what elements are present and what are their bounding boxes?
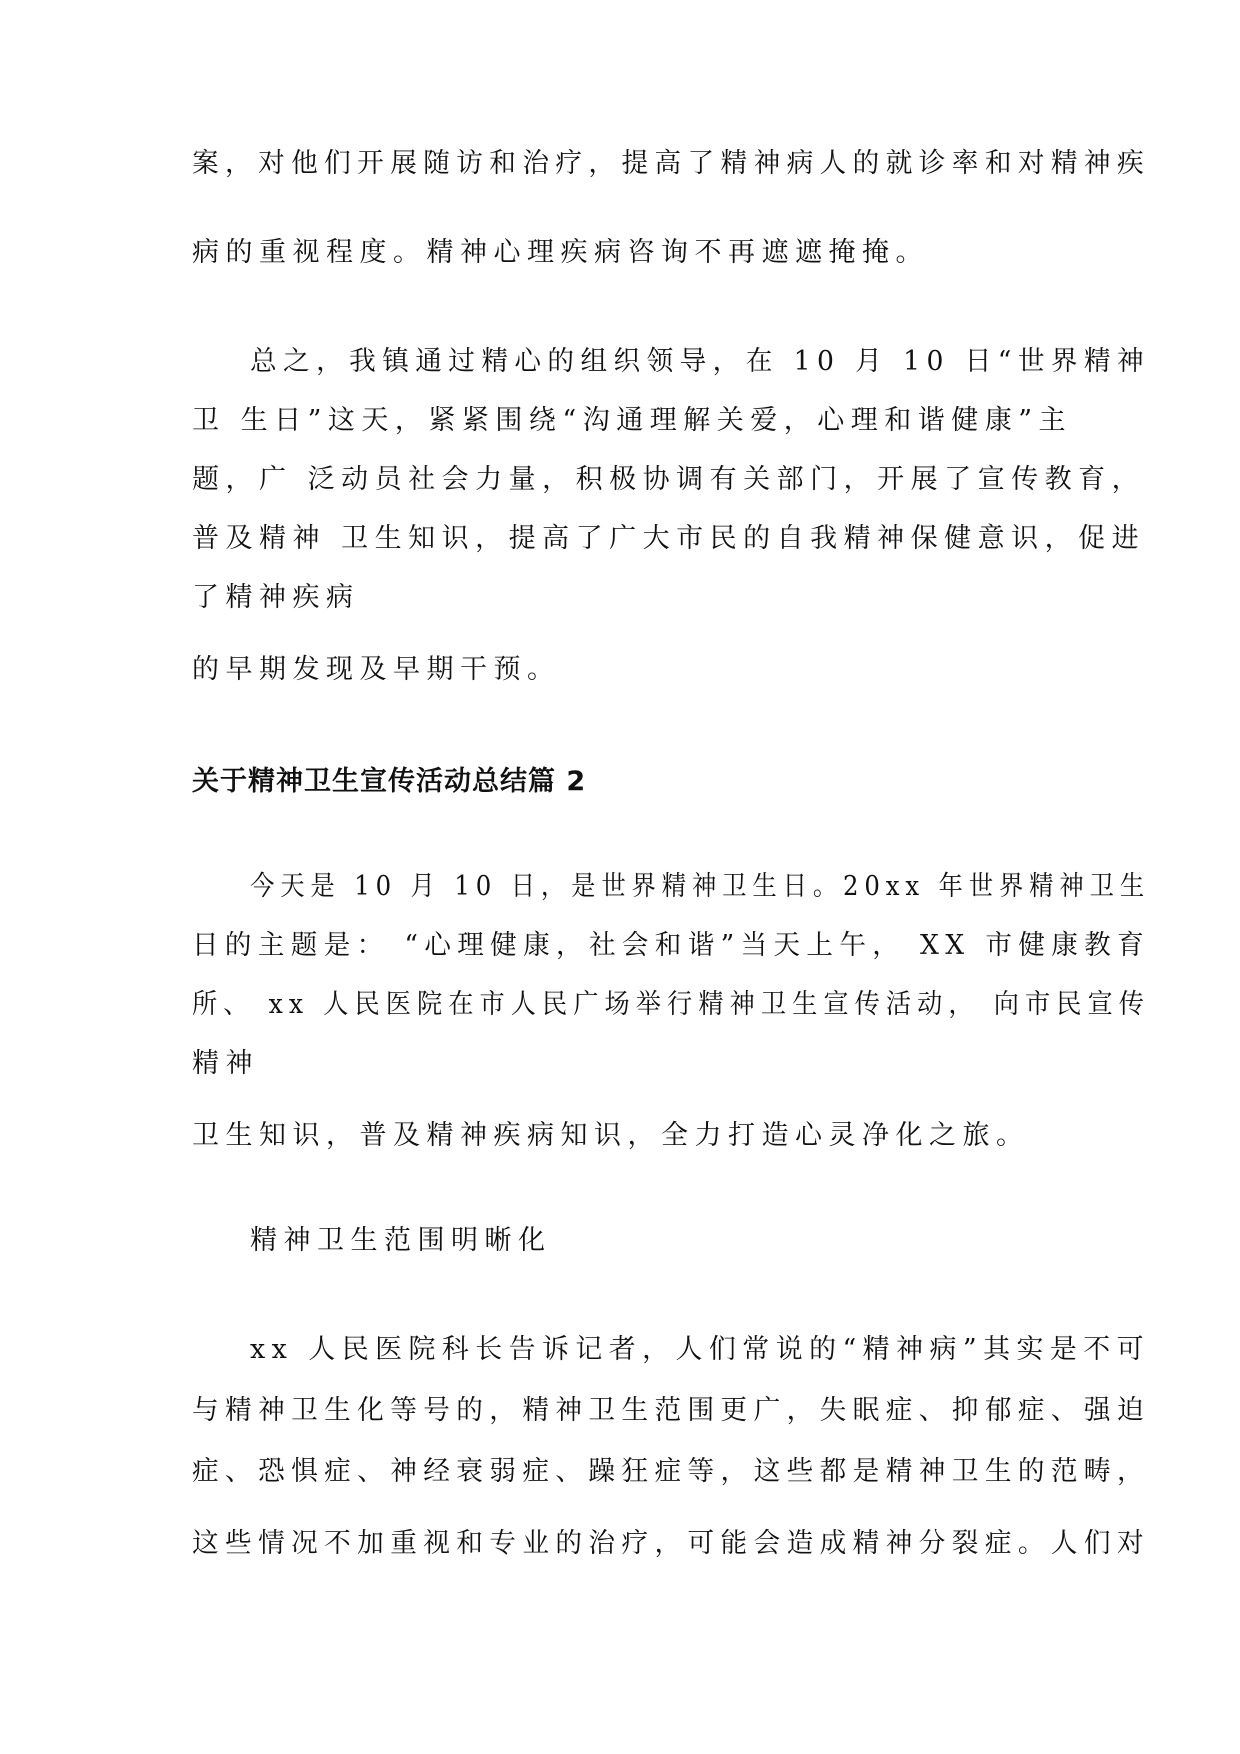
text-line: xx 人民医院科长告诉记者，人们常说的“精神病”其实是不可 <box>250 1334 1150 1365</box>
text-line: 日的主题是： “心理健康，社会和谐”当天上午， XX 市健康教育 <box>192 930 1151 961</box>
text-line: 普及精神 卫生知识，提高了广大市民的自我精神保健意识，促进 <box>192 523 1146 554</box>
text-line: 卫生知识，普及精神疾病知识，全力打造心灵净化之旅。 <box>192 1120 1030 1151</box>
text-line: 题，广 泛动员社会力量，积极协调有关部门，开展了宣传教育， <box>192 464 1146 495</box>
text-line: 病的重视程度。精神心理疾病咨询不再遮遮掩掩。 <box>192 237 929 268</box>
text-line: 的早期发现及早期干预。 <box>192 654 561 685</box>
text-line: 与精神卫生化等号的，精神卫生范围更广，失眠症、抑郁症、强迫 <box>192 1395 1150 1426</box>
text-line: 卫 生日”这天，紧紧围绕“沟通理解关爱，心理和谐健康”主 <box>192 405 1072 436</box>
text-line: 所、 xx 人民医院在市人民广场举行精神卫生宣传活动， 向市民宣传 <box>192 989 1151 1020</box>
text-line: 今天是 10 月 10 日，是世界精神卫生日。20xx 年世界精神卫生 <box>250 871 1151 902</box>
text-line: 了精神疾病 <box>192 582 360 613</box>
text-line: 精神 <box>192 1048 259 1079</box>
text-line: 总之，我镇通过精心的组织领导，在 10 月 10 日“世界精神 <box>250 346 1151 377</box>
text-line: 这些情况不加重视和专业的治疗，可能会造成精神分裂症。人们对 <box>192 1528 1150 1559</box>
text-line: 症、恐惧症、神经衰弱症、躁狂症等，这些都是精神卫生的范畴， <box>192 1456 1150 1487</box>
section-heading: 关于精神卫生宣传活动总结篇 2 <box>192 766 587 797</box>
text-line: 案，对他们开展随访和治疗，提高了精神病人的就诊率和对精神疾 <box>192 148 1150 179</box>
subheading: 精神卫生范围明晰化 <box>250 1225 552 1256</box>
